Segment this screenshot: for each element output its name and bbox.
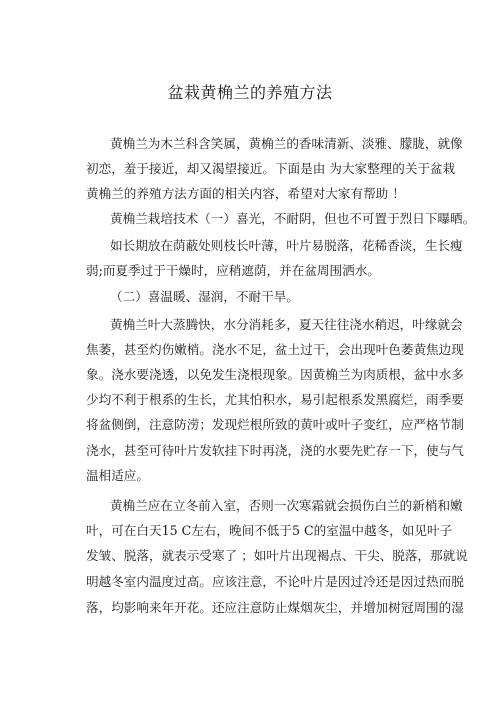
body-line: 焦萎，甚至灼伤嫩梢。浇水不足，盆土过干，会出现叶色萎黄焦边现 [86, 342, 464, 357]
body-line: 黄桷兰为木兰科含笑属，黄桷兰的香味清新、淡雅、朦胧，就像 [110, 136, 463, 151]
body-line: 如长期放在荫蔽处则枝长叶薄，叶片易脱落，花稀香淡，生长瘦 [110, 238, 463, 253]
body-line: 浇水，甚至可待叶片发软挂下时再浇，浇的水要先贮存一下，使与气 [86, 443, 464, 458]
body-line: 温相适应。 [86, 468, 149, 483]
body-line: 叶，可在白天15 C左右，晚间不低于5 C的室温中越冬，如见叶子 [86, 523, 453, 538]
body-line: （二）喜温暖、湿润，不耐干旱。 [110, 289, 299, 304]
document-title: 盆栽黄桷兰的养殖方法 [167, 83, 333, 102]
body-line: 黄桷兰的养殖方法方面的相关内容，希望对大家有帮助 ！ [86, 186, 405, 201]
body-line: 发皱、脱落，就表示受寒了 ；如叶片出现褐点、干尖、脱落，那就说 [86, 548, 468, 563]
body-line: 少均不利于根系的生长，尤其怕积水，易引起根系发黑腐烂，雨季要 [86, 392, 464, 407]
body-line: 黄桷兰栽培技术（一）喜光，不耐阴，但也不可置于烈日下曝晒。 [110, 211, 476, 226]
body-line: 象。浇水要浇透，以免发生浇根现象。因黄桷兰为肉质根，盆中水多 [86, 367, 464, 382]
body-line: 弱;而夏季过于干燥时，应稍遮荫，并在盆周围洒水。 [86, 263, 380, 278]
body-line: 黄桷兰叶大蒸腾快，水分消耗多，夏天往往浇水稍迟，叶缘就会 [110, 317, 463, 332]
body-line: 落，均影响来年开花。还应注意防止煤烟灰尘，并增加树冠周围的湿 [86, 600, 464, 615]
body-line: 将盆侧倒，注意防涝；发现烂根所致的黄叶或叶子变红，应严格节制 [86, 417, 464, 432]
body-line: 初恋，羞于接近，却又渴望接近。下面是由 为大家整理的关于盆栽 [86, 161, 456, 176]
body-line: 黄桷兰应在立冬前入室，否则一次寒霜就会损伤白兰的新梢和嫩 [110, 498, 463, 513]
body-line: 明越冬室内温度过高。应该注意，不论叶片是因过冷还是因过热而脱 [86, 574, 464, 589]
